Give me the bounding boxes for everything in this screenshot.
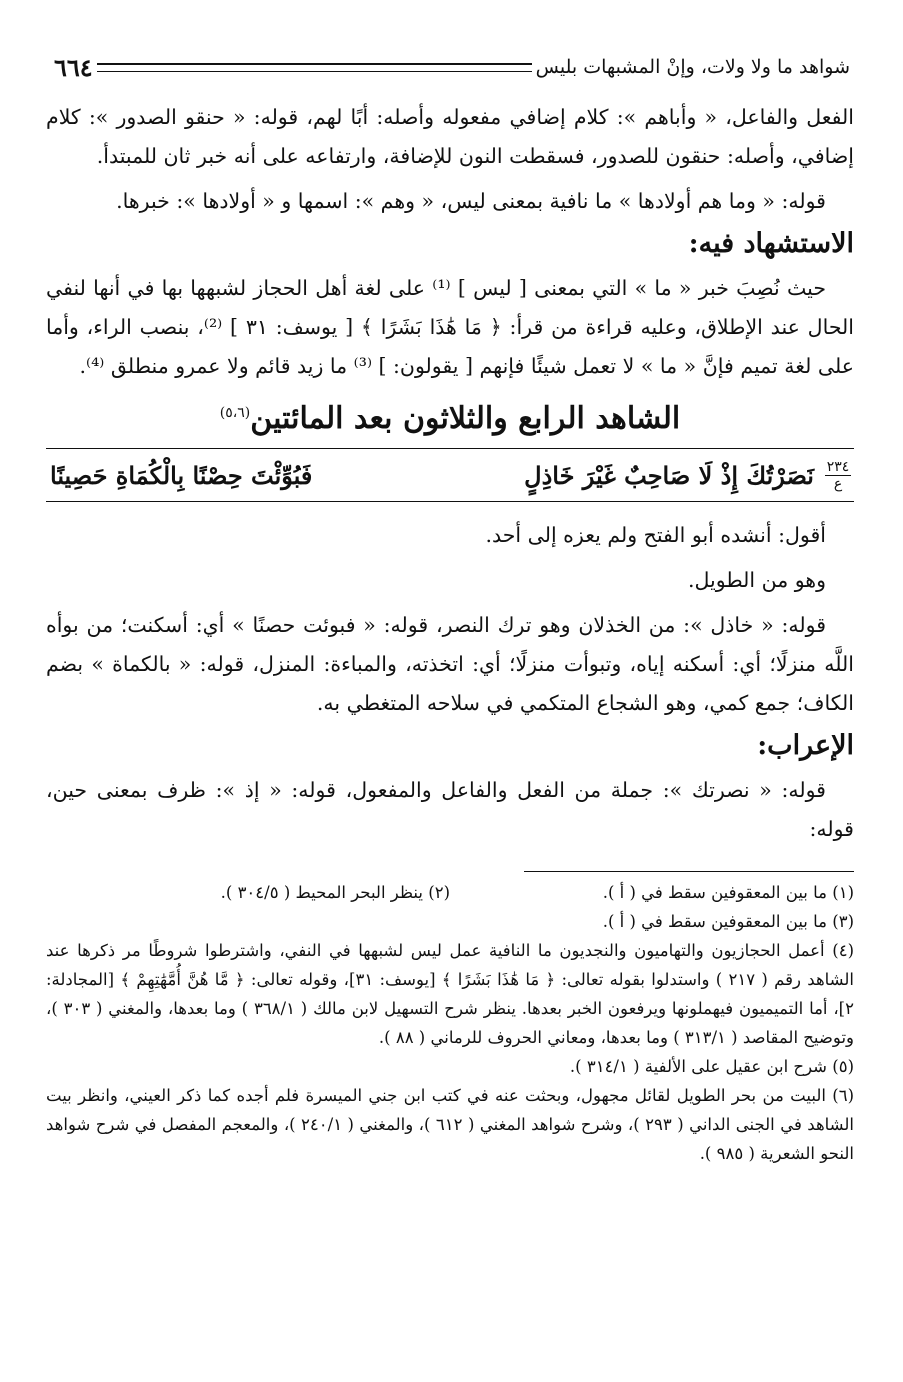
footnote-6: (٦) البيت من بحر الطويل لقائل مجهول، وبحثت عنه في كتب ابن جني الميسرة فلم أجده كما ذكر العيني، وانظر بيت الشاهد في الجنى الداني ( ٢٩٣ )، وشرح شواهد المغني ( ٦١٢ )، والمغني ( ٢٤٠/١ )، والمعجم المفصل في شرح شواهد النحو الشعرية ( ٩٨٥ ). bbox=[46, 1086, 855, 1163]
commentary-paragraph-1: أقول: أنشده أبو الفتح ولم يعزه إلى أحد. bbox=[485, 523, 826, 547]
irab-heading: الإعراب: bbox=[757, 730, 854, 761]
verse-box bbox=[46, 448, 854, 502]
verse-hemistich-2: فَبُوِّئْتَ حِصْنًا بِالْكُمَاةِ حَصِينًا bbox=[50, 460, 313, 490]
intro-paragraph-2: قوله: « وما هم أولادها » ما نافية بمعنى ليس، « وهم »: اسمها و « أولادها »: خبرها. bbox=[116, 189, 826, 213]
footnote-1: (١) ما بين المعقوفين سقط في ( أ ). bbox=[602, 883, 854, 902]
intro-paragraph-1: الفعل والفاعل، « وأباهم »: كلام إضافي مفعوله وأصله: أبًا لهم، قوله: « حنقو الصدور »: كلام إضافي، وأصله: حنقون للصدور، فسقطت النون للإضافة، وارتفاعه على أنه خبر ثان للمبتدأ. bbox=[46, 105, 854, 168]
footnote-5: (٥) شرح ابن عقيل على الألفية ( ٣١٤/١ ). bbox=[569, 1057, 854, 1076]
spacer bbox=[46, 502, 854, 516]
commentary-paragraph-3: قوله: « خاذل »: من الخذلان وهو ترك النصر، قوله: « فبوئت حصنًا » أي: أسكنت؛ من بوأه اللَّه منزلًا؛ أي: أسكنه إياه، وتبوأت منزلًا؛ أي: اتخذته، والمباءة: المنزل، قوله: « بالكماة » بضم الكاف؛ جمع كمي، وهو الشجاع المتكمي في سلاحه المتغطي به. bbox=[46, 613, 854, 715]
footnote-4: (٤) أعمل الحجازيون والتهاميون والنجديون ما النافية عمل ليس لشبهها في النفي، واشترطوا شروطًا مر ذكرها عند الشاهد رقم ( ٢١٧ ) واستدلوا بقوله تعالى: ﴿ مَا هَٰذَا بَشَرًا ﴾ [يوسف: ٣١]، وقوله تعالى: ﴿ مَّا هُنَّ أُمَّهَٰتِهِمْ ﴾ [المجادلة: ٢]، أما التميميون فيهملونها ويرفعون الخبر بعدها. ينظر شرح التسهيل لابن مالك ( ٣٦٨/١ ) وما بعدها، والمغني ( ٣٠٣ )، وتوضيح المقاصد ( ٣١٣/١ ) وما بعدها، ومعاني الحروف للرماني ( ٨٨ ). bbox=[46, 941, 855, 1047]
commentary-paragraph-2: وهو من الطويل. bbox=[687, 568, 826, 592]
verse-number-main: ٢٣٤ bbox=[826, 458, 850, 475]
istishhad-heading: الاستشهاد فيه: bbox=[688, 228, 854, 259]
page bbox=[46, 50, 854, 1370]
verse-hemistich-1: نَصَرْتُكَ إِذْ لَا صَاحِبٌ غَيْرَ خَاذِلٍ bbox=[524, 460, 814, 490]
running-head bbox=[46, 50, 854, 84]
verse-number-sub: ع bbox=[833, 475, 843, 492]
running-head-title: شواهد ما ولا ولات، وإنْ المشبهات بليس bbox=[535, 56, 850, 78]
footnote-row bbox=[46, 878, 854, 907]
spacer bbox=[46, 84, 854, 98]
irab-paragraph: قوله: « نصرتك »: جملة من الفعل والفاعل والمفعول، قوله: « إذ »: ظرف بمعنى حين، قوله: bbox=[46, 778, 854, 841]
verse-number bbox=[822, 459, 854, 492]
footnote-2: (٢) ينظر البحر المحيط ( ٣٠٤/٥ ). bbox=[220, 883, 450, 902]
page-number: ٦٦٤ bbox=[54, 52, 93, 82]
shahid-title-note: (٥،٦) bbox=[219, 405, 251, 421]
footnote-3: (٣) ما بين المعقوفين سقط في ( أ ). bbox=[602, 912, 854, 931]
running-head-rule bbox=[97, 63, 532, 72]
istishhad-paragraph: حيث نُصِبَ خبر « ما » التي بمعنى [ ليس ] ⁽¹⁾ على لغة أهل الحجاز لشبهها بها في أنها لنفي الحال عند الإطلاق، وعليه قراءة من قرأ: ﴿ مَا هَٰذَا بَشَرًا ﴾ [ يوسف: ٣١ ] ⁽²⁾، بنصب الراء، وأما على لغة تميم فإنَّ « ما » لا تعمل شيئًا فإنهم [ يقولون: ] ⁽³⁾ ما زيد قائم ولا عمرو منطلق ⁽⁴⁾. bbox=[46, 276, 854, 378]
shahid-title bbox=[46, 390, 854, 442]
footnote-separator bbox=[524, 871, 854, 872]
shahid-title-text: الشاهد الرابع والثلاثون بعد المائتين bbox=[250, 401, 681, 436]
